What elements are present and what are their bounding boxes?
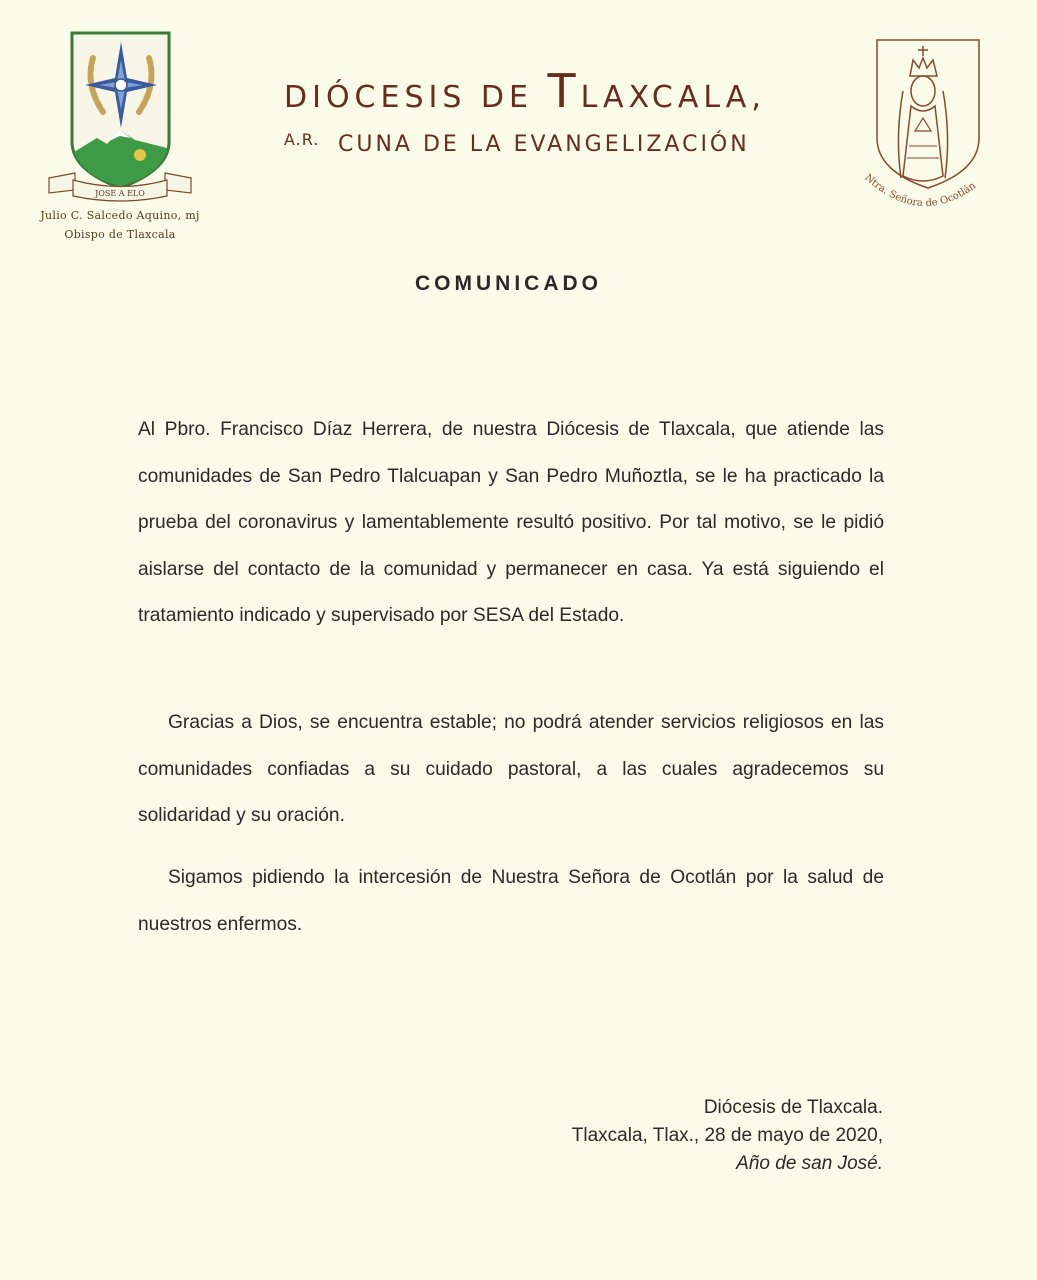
bishop-name: Julio C. Salcedo Aquino, mj: [40, 209, 200, 222]
coat-of-arms-icon: [45, 30, 195, 205]
signature-year-motto: Año de san José.: [736, 1153, 883, 1174]
paragraph-3: Sigamos pidiendo la intercesión de Nuestra Señora de Ocotlán por la salud de nuestros enfermos.: [138, 867, 884, 935]
title-cross-t: T: [547, 64, 581, 118]
svg-text:Ntra. Señora de Ocotlán: [862, 172, 978, 206]
document-title: COMUNICADO: [415, 272, 602, 295]
title-suffix: A.R.: [284, 130, 320, 149]
diocese-crest-left: [45, 30, 195, 205]
paragraph-2: Gracias a Dios, se encuentra estable; no podrá atender servicios religiosos en las comunidades confiadas a su cuidado pastoral, a las cuales agradecemos su solidaridad y su oración.: [138, 712, 884, 826]
title-rest: LAXCALA,: [580, 80, 766, 115]
bishop-caption: [40, 206, 200, 244]
bishop-title: Obispo de Tlaxcala: [64, 228, 176, 241]
signature-place-date: Tlaxcala, Tlax., 28 de mayo de 2020,: [571, 1125, 883, 1146]
emblem-caption: Ntra. Señora de Ocotlán: [862, 172, 979, 206]
title-prefix: DIÓCESIS DE: [284, 80, 548, 115]
diocese-subtitle: CUNA DE LA EVANGELIZACIÓN: [338, 132, 750, 157]
crest-banner-text: JOSE A ELO: [95, 189, 145, 198]
paragraph-1: Al Pbro. Francisco Díaz Herrera, de nuestra Diócesis de Tlaxcala, que atiende las comunidades de San Pedro Tlalcuapan y San Pedro Muñoztla, se le ha practicado la prueba del coronavirus y lamentablemente resultó positivo. Por tal motivo, se le pidió aislarse del contacto de la comunidad y permanecer en casa. Ya está siguiendo el tratamiento indicado y supervisado por SESA del Estado.: [138, 419, 884, 626]
signature-issuer: Diócesis de Tlaxcala.: [703, 1097, 883, 1118]
virgin-of-ocotlan-icon: [855, 36, 1005, 206]
virgin-emblem-right: [855, 36, 1005, 206]
